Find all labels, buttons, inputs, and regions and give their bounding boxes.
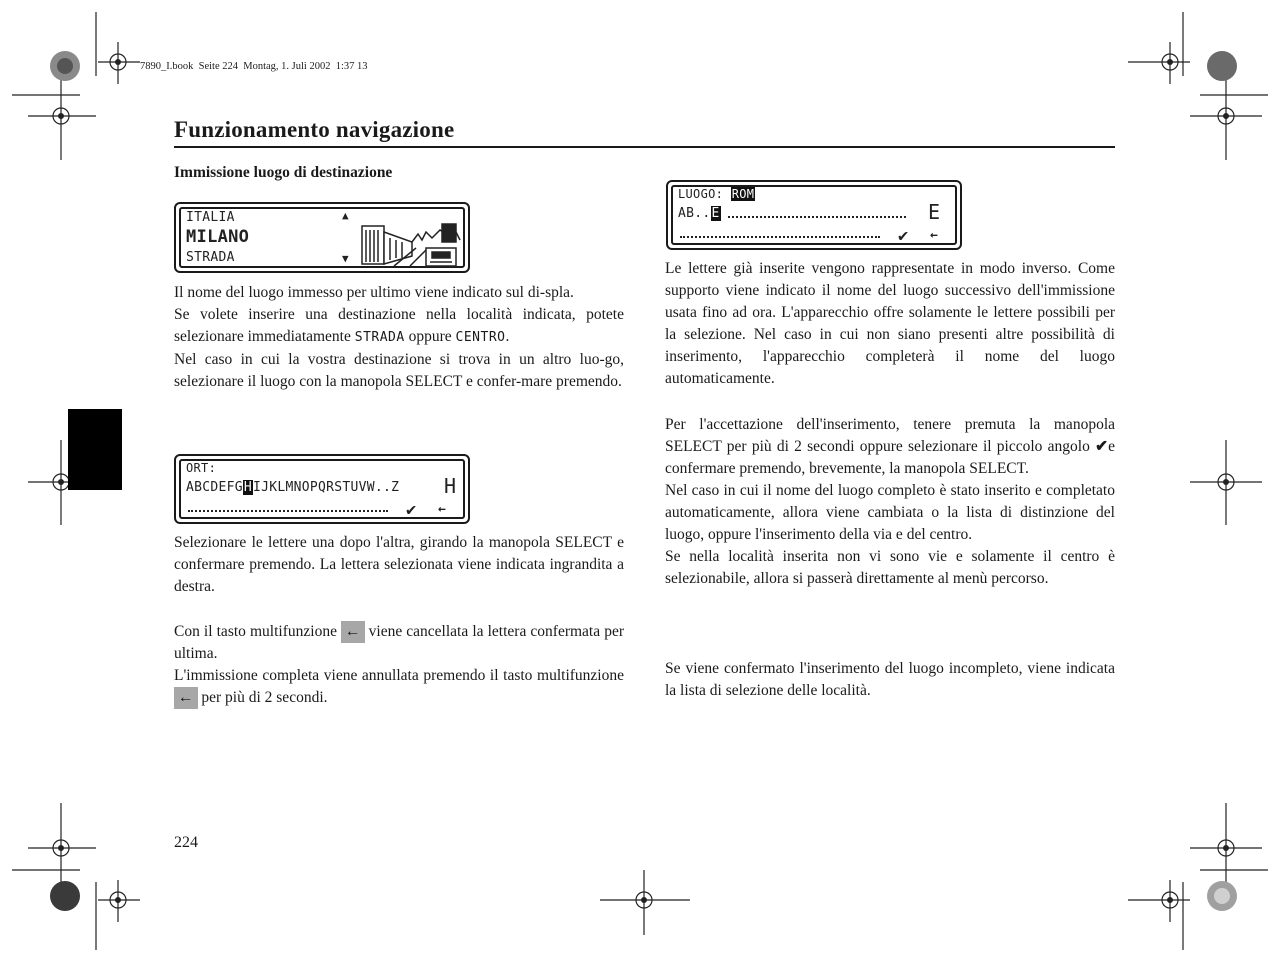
display-dotted-line — [728, 216, 906, 218]
display-big-letter: H — [444, 474, 457, 498]
paragraph-select-letters: Selezionare le lettere una dopo l'altra, girando la manopola SELECT e confermare premendo. La lettera selezionata viene indicata ingrandita a destra. — [174, 534, 624, 595]
print-header: 7890_I.book Seite 224 Montag, 1. Juli 2002 1:37 13 — [140, 61, 368, 72]
text-segment: Se volete inserire una destinazione nella località indicata, potete selezionare immediatamente — [174, 306, 624, 345]
display-letter-row — [186, 480, 399, 495]
multifunction-key-icon: ← — [174, 687, 198, 709]
paragraph-text — [665, 414, 1115, 480]
display-line-country: ITALIA — [186, 210, 235, 225]
city-skyline-icon — [360, 212, 464, 268]
inline-centro: CENTRO — [455, 330, 506, 345]
letters-after: IJKLMNOPQRSTUVW..Z — [253, 480, 400, 495]
chapter-tab-marker — [68, 409, 122, 490]
paragraph-last-place — [174, 282, 624, 393]
multifunction-key-icon: ← — [341, 621, 365, 643]
paragraph-text: Il nome del luogo immesso per ultimo viene indicato sul di-spla. — [174, 284, 574, 301]
paragraph-text — [174, 665, 624, 709]
text-segment: L'immissione completa viene annullata premendo il tasto multifunzione — [174, 667, 624, 684]
title-rule — [174, 146, 1115, 148]
check-icon: ✔ — [406, 500, 417, 520]
letters-before: ABCDEFG — [186, 480, 243, 495]
inline-strada: STRADA — [354, 330, 405, 345]
scroll-down-icon: ▼ — [342, 252, 349, 265]
luogo-label: LUOGO: — [678, 187, 731, 201]
entered-letters: AB.. — [678, 206, 711, 221]
display-city-selection — [174, 202, 470, 273]
paragraph-accept-input — [665, 414, 1115, 590]
inverted-suggestion: ROM — [731, 187, 755, 201]
display-luogo-input — [666, 180, 962, 250]
selected-letter: H — [243, 480, 253, 495]
back-arrow-icon: ← — [438, 502, 447, 517]
display-big-letter: E — [928, 200, 941, 224]
page-number: 224 — [174, 834, 198, 851]
display-label-ort: ORT: — [186, 461, 217, 475]
display-entry-row — [678, 206, 721, 221]
text-segment: Con il tasto multifunzione — [174, 623, 342, 640]
check-icon: ✔ — [1095, 438, 1109, 455]
paragraph-text — [174, 304, 624, 349]
text-segment: e confermare premendo, brevemente, la manopola SELECT. — [665, 438, 1115, 477]
scroll-up-icon: ▲ — [342, 209, 349, 222]
back-arrow-icon: ← — [930, 228, 939, 243]
paragraph-inverse-letters: Le lettere già inserite vengono rappresentate in modo inverso. Come supporto viene indicato il nome del luogo successivo dell'immissione usata fino ad ora. L'apparecchio offre solamente le lettere possibili per la selezione. Nel caso in cui non siano presenti altre possibilità di inserimento, l'apparecchio completerà il nome del luogo automaticamente. — [665, 260, 1115, 387]
cursor-letter: E — [711, 206, 720, 221]
page-title: Funzionamento navigazione — [174, 117, 455, 142]
paragraph-delete-letters — [174, 621, 624, 709]
text-segment: . — [505, 328, 510, 345]
paragraph-incomplete-input: Se viene confermato l'inserimento del luogo incompleto, viene indicata la lista di selezione delle località. — [665, 660, 1115, 699]
display-dotted-line — [680, 236, 880, 238]
display-line-street: STRADA — [186, 250, 235, 265]
check-icon: ✔ — [898, 226, 909, 246]
display-label-luogo — [678, 187, 755, 201]
display-letter-input — [174, 454, 470, 524]
display-dotted-line — [188, 510, 388, 512]
display-line-city: MILANO — [186, 227, 250, 247]
text-segment: per più di 2 secondi. — [197, 689, 328, 706]
paragraph-text: Nel caso in cui la vostra destinazione si trova in un altro luo-go, selezionare il luogo con la manopola SELECT e confer-mare premendo. — [174, 351, 624, 390]
section-heading: Immissione luogo di destinazione — [174, 164, 393, 181]
paragraph-text — [174, 621, 624, 665]
text-segment: Per l'accettazione dell'inserimento, tenere premuta la manopola SELECT per più di 2 secondi oppure selezionare il piccolo angolo — [665, 416, 1115, 455]
text-segment: viene cancellata la lettera confermata per ultima. — [174, 623, 624, 662]
paragraph-text: Se nella località inserita non vi sono vie e solamente il centro è selezionabile, allora si passerà direttamente al menù percorso. — [665, 548, 1115, 587]
paragraph-text: Nel caso in cui il nome del luogo completo è stato inserito e completato automaticamente, allora viene cambiata o la lista di distinzione del luogo, oppure l'inserimento della via e del centro. — [665, 482, 1115, 543]
text-segment: oppure — [404, 328, 456, 345]
